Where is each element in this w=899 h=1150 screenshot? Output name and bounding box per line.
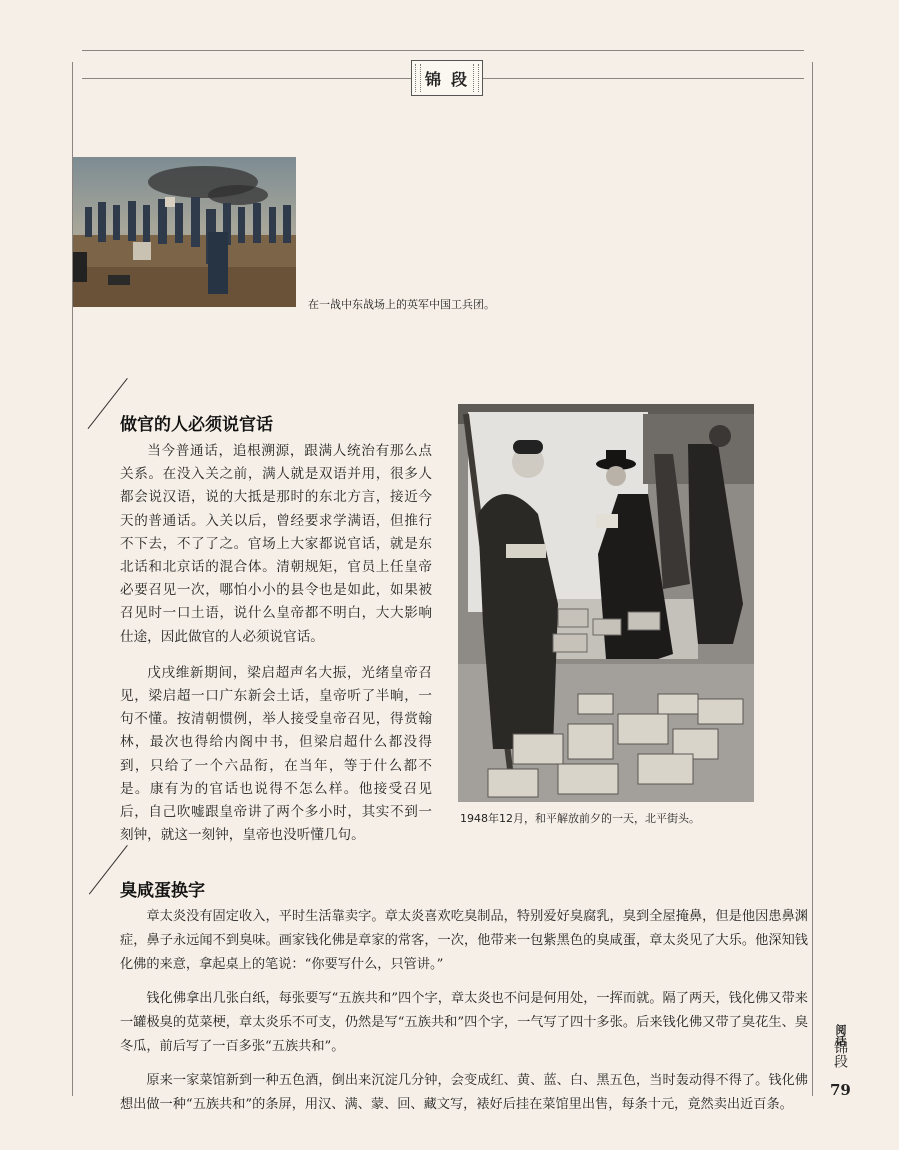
article2-paragraph-3: 原来一家菜馆新到一种五色酒，倒出来沉淀几分钟，会变成红、黄、蓝、白、黑五色，当时轰动得不得了。钱化佛想出做一种“五族共和”的条屏，用汉、满、蒙、回、藏文写，裱好后挂在菜馆里出售，每条十元，竟然卖出近百条。 xyxy=(120,1073,808,1112)
header-rule-right xyxy=(483,78,804,79)
article2-title: 臭咸蛋换字 xyxy=(120,881,205,901)
photo-beiping-street-image xyxy=(458,404,754,802)
photo-ww1-labour-corps xyxy=(73,157,296,307)
folio-label: 阅话 xyxy=(834,1024,847,1046)
photo-beiping-street xyxy=(458,404,754,802)
article1-paragraph-1: 当今普通话，追根溯源，跟满人统治有那么点关系。在没入关之前，满人就是双语并用，很多人都会说汉语，说的大抵是那时的东北方言，接近今天的普通话。入关以后，曾经要求学满语，但推行不下去，不了了之。官场上大家都说官话，就是东北话和北京话的混合体。清朝规矩，官员上任皇帝必要召见一次，哪怕小小的县令也是如此，如果被召见时一口土语，说什么皇帝都不明白，大大影响仕途，因此做官的人必须说官话。 xyxy=(120,443,432,645)
photo-ww1-labour-corps-image xyxy=(73,157,296,307)
page-number: 79 xyxy=(830,1081,851,1099)
right-border xyxy=(812,62,813,1096)
section-tab-label: 锦段 xyxy=(424,69,477,89)
article2-paragraph-2: 钱化佛拿出几张白纸，每张要写“五族共和”四个字，章太炎也不问是何用处，一挥而就。隔了两天，钱化佛又带来一罐极臭的苋菜梗，章太炎乐不可支，仍然是写“五族共和”四个字，一气写了四十多张。后来钱化佛又带了臭花生、臭冬瓜，前后写了一百多张“五族共和”。 xyxy=(120,991,808,1054)
article2-body xyxy=(120,905,808,1127)
folio-section: 锦段 xyxy=(832,1040,848,1068)
header-rule-left xyxy=(82,78,411,79)
article1-body xyxy=(120,440,432,860)
section-tab xyxy=(411,60,483,96)
article1-title: 做官的人必须说官话 xyxy=(120,415,273,435)
photo-top-caption: 在一战中东战场上的英军中国工兵团。 xyxy=(308,298,495,311)
photo-right-caption: 1948年12月，和平解放前夕的一天，北平街头。 xyxy=(460,812,700,825)
article2-paragraph-1: 章太炎没有固定收入，平时生活靠卖字。章太炎喜欢吃臭制品，特别爱好臭腐乳，臭到全屋掩鼻，但是他因患鼻渊症，鼻子永远闻不到臭味。画家钱化佛是章家的常客，一次，他带来一包紫黑色的臭咸蛋，章太炎见了大乐。他深知钱化佛的来意，拿起桌上的笔说：“你要写什么，只管讲。” xyxy=(120,909,808,972)
top-rule xyxy=(82,50,804,51)
article1-paragraph-2: 戊戌维新期间，梁启超声名大振，光绪皇帝召见，梁启超一口广东新会土话，皇帝听了半晌，一句不懂。按清朝惯例，举人接受皇帝召见，得赏翰林，最次也得给内阁中书，但梁启超什么都没得到，只给了一个六品衔，在当年，等于什么都不是。康有为的官话也说得不怎么样。他接受召见后，自己吹嘘跟皇帝讲了两个多小时，其实不到一刻钟，就这一刻钟，皇帝也没听懂几句。 xyxy=(120,664,432,844)
